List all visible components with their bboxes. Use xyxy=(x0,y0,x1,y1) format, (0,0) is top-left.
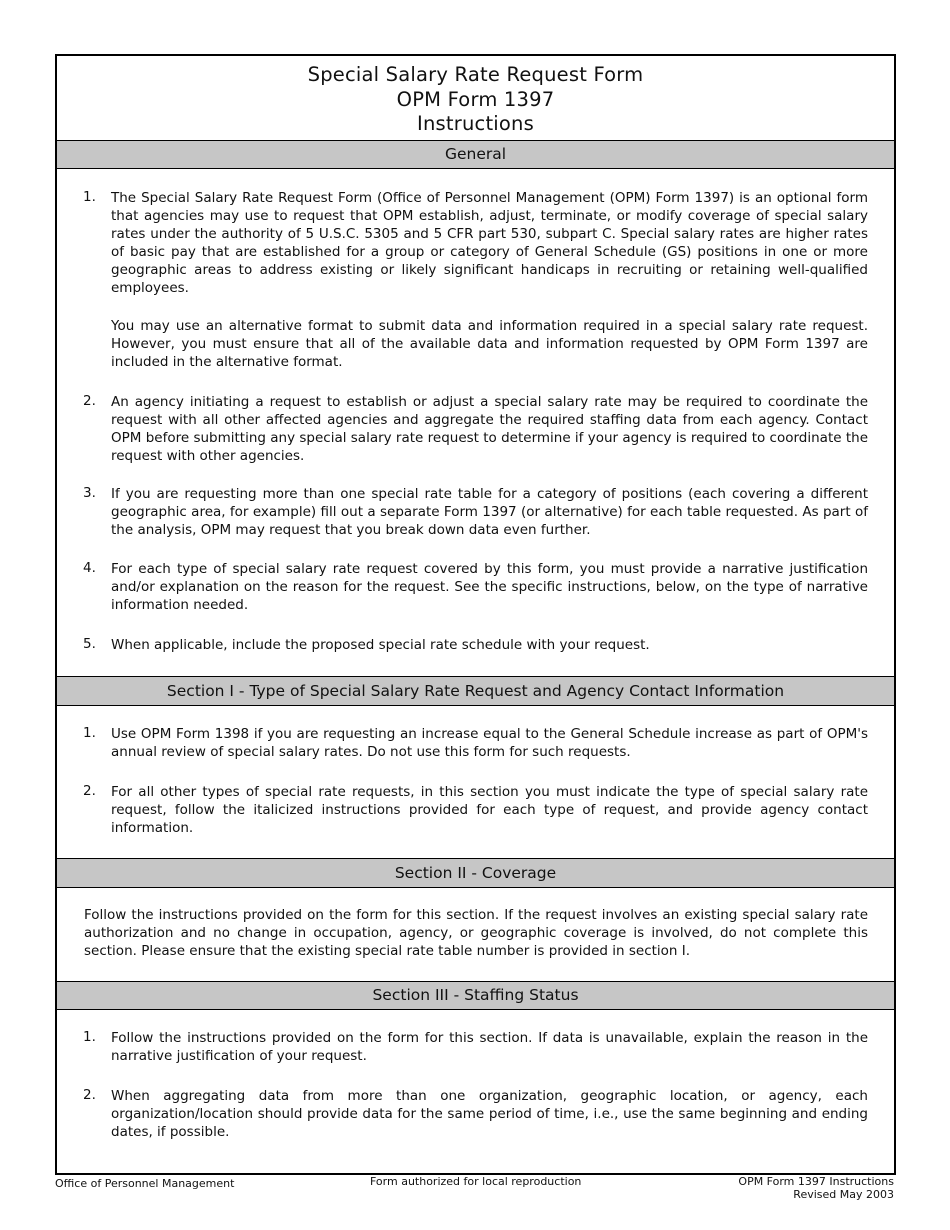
footer-form-info xyxy=(738,1175,894,1201)
item-text: An agency initiating a request to establish or adjust a special salary rate may be required to coordinate the request with all other affected agencies and aggregate the required staffing data from each agency. Contact OPM before submitting any special salary rate request to determine if your agency is required to coordinate the request with other agencies. xyxy=(111,394,869,464)
item-number: 1. xyxy=(83,189,96,205)
title-block xyxy=(57,56,894,141)
section-2-text: Follow the instructions provided on the form for this section. If the request involves an existing special salary rate authorization and no change in occupation, agency, or geographic coverage is involved, do not complete this section. Please ensure that the existing special rate table number is provided in section I. xyxy=(84,907,868,959)
item-text: Use OPM Form 1398 if you are requesting an increase equal to the General Schedule increase as part of OPM's annual review of special salary rates. Do not use this form for such requests. xyxy=(111,726,868,760)
footer-form-id: OPM Form 1397 Instructions xyxy=(738,1175,894,1188)
item-text: The Special Salary Rate Request Form (Office of Personnel Management (OPM) Form 1397) is an optional form that agencies may use to request that OPM establish, adjust, terminate, or modify coverage of special salary rates under the authority of 5 U.S.C. 5305 and 5 CFR part 530, subpart C. Special salary rates are higher rates of basic pay that are established for a group or category of General Schedule (GS) positions in one or more geographic areas to address existing or likely significant handicaps in recruiting or retaining well-qualified employees. xyxy=(111,190,868,296)
item-text: When applicable, include the proposed special rate schedule with your request. xyxy=(111,637,650,653)
footer-revision-date: Revised May 2003 xyxy=(793,1188,894,1201)
item-text: For each type of special salary rate request covered by this form, you must provide a narrative justification and/or explanation on the reason for the request. See the specific instructions, below, on the type of narrative information needed. xyxy=(111,561,868,613)
item-number: 3. xyxy=(83,485,96,501)
item-number: 5. xyxy=(83,636,96,652)
item-number: 1. xyxy=(83,725,96,741)
form-frame xyxy=(55,54,896,1175)
item-number: 2. xyxy=(83,1087,96,1103)
item-text: Follow the instructions provided on the form for this section. If data is unavailable, explain the reason in the narrative justification of your request. xyxy=(111,1030,868,1064)
item-number: 2. xyxy=(83,783,96,799)
item-text: When aggregating data from more than one organization, geographic location, or agency, each organization/location should provide data for the same period of time, i.e., use the same beginning and ending dates, if possible. xyxy=(111,1088,868,1140)
section-heading-general: General xyxy=(57,140,894,169)
section-heading-section-1: Section I - Type of Special Salary Rate Request and Agency Contact Information xyxy=(57,676,894,706)
form-subtitle: Instructions xyxy=(417,112,534,135)
item-number: 4. xyxy=(83,560,96,576)
item-number: 2. xyxy=(83,393,96,409)
form-number: OPM Form 1397 xyxy=(396,87,555,111)
section-heading-section-3: Section III - Staffing Status xyxy=(57,981,894,1010)
item-text: For all other types of special rate requests, in this section you must indicate the type of special salary rate request, follow the italicized instructions provided for each type of request, and provide agency contact information. xyxy=(111,784,868,836)
item-text: You may use an alternative format to submit data and information required in a special salary rate request. However, you must ensure that all of the available data and information requested by OPM Form 1397 are included in the alternative format. xyxy=(111,318,868,370)
form-title: Special Salary Rate Request Form xyxy=(307,63,644,86)
footer-reproduction-note: Form authorized for local reproduction xyxy=(370,1175,582,1188)
item-text: If you are requesting more than one special rate table for a category of positions (each covering a different geographic area, for example) fill out a separate Form 1397 (or alternative) for each table requested. As part of the analysis, OPM may request that you break down data even further. xyxy=(111,486,868,538)
footer-agency: Office of Personnel Management xyxy=(55,1177,235,1190)
section-heading-section-2: Section II - Coverage xyxy=(57,858,894,888)
item-number: 1. xyxy=(83,1029,96,1045)
